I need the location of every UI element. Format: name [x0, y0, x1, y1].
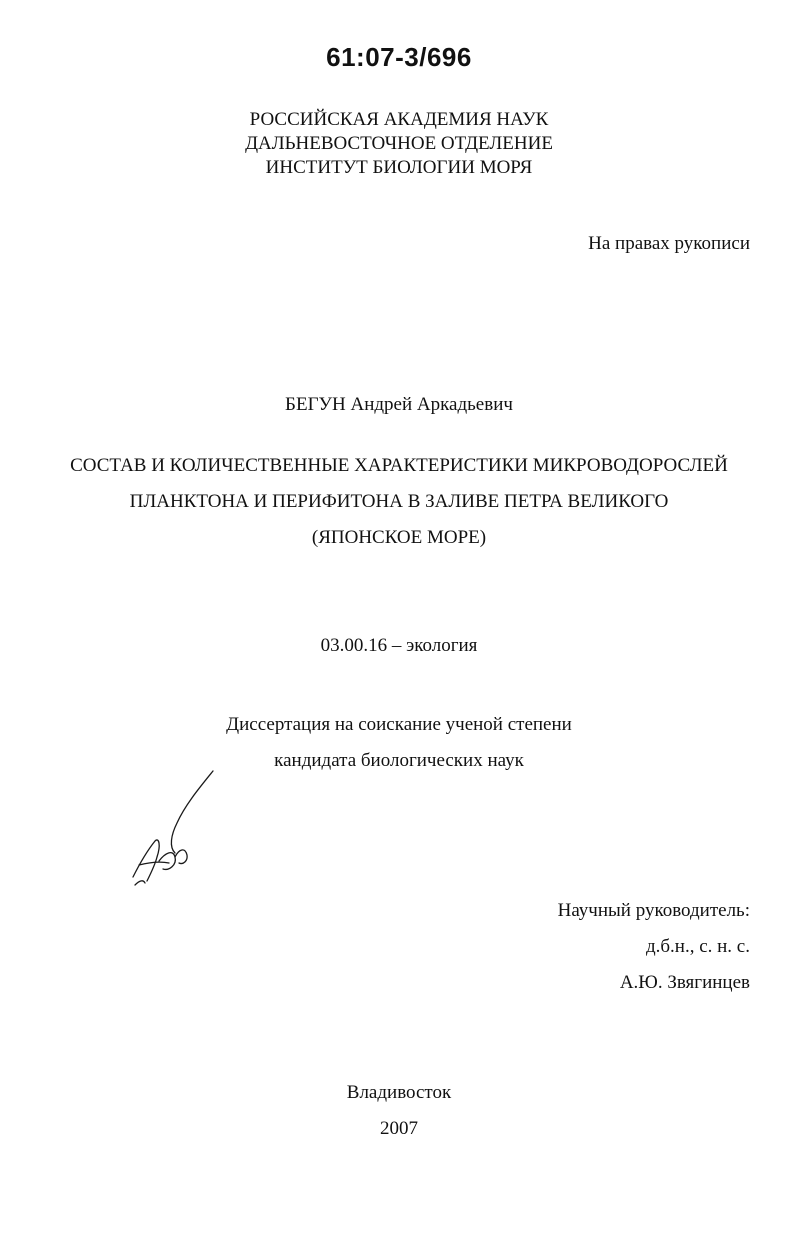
- rights-note: На правах рукописи: [588, 233, 750, 254]
- title-line: ПЛАНКТОНА И ПЕРИФИТОНА В ЗАЛИВЕ ПЕТРА ВЕЛИКОГО: [129, 491, 669, 512]
- title-line: (ЯПОНСКОЕ МОРЕ): [311, 527, 487, 548]
- title-line: СОСТАВ И КОЛИЧЕСТВЕННЫЕ ХАРАКТЕРИСТИКИ МИКРОВОДОРОСЛЕЙ: [70, 455, 728, 476]
- supervisor-name: А.Ю. Звягинцев: [619, 972, 750, 993]
- institution-block: [0, 108, 798, 180]
- institution-line: ИНСТИТУТ БИОЛОГИИ МОРЯ: [265, 157, 533, 178]
- handwritten-signature: [125, 765, 225, 895]
- dissertation-title: [0, 448, 798, 556]
- city: Владивосток: [346, 1082, 452, 1103]
- supervisor-label: Научный руководитель:: [557, 900, 750, 921]
- institution-line: ДАЛЬНЕВОСТОЧНОЕ ОТДЕЛЕНИЕ: [245, 133, 553, 154]
- degree-block: [0, 707, 798, 779]
- degree-line: кандидата биологических наук: [274, 750, 524, 771]
- catalog-code: 61:07-3/696: [326, 42, 472, 72]
- specialty-code: 03.00.16 – экология: [320, 635, 478, 656]
- supervisor-degree: д.б.н., с. н. с.: [645, 936, 750, 957]
- degree-line: Диссертация на соискание ученой степени: [226, 714, 572, 735]
- institution-line: РОССИЙСКАЯ АКАДЕМИЯ НАУК: [249, 109, 549, 130]
- year: 2007: [380, 1118, 418, 1139]
- author-name: БЕГУН Андрей Аркадьевич: [285, 394, 513, 415]
